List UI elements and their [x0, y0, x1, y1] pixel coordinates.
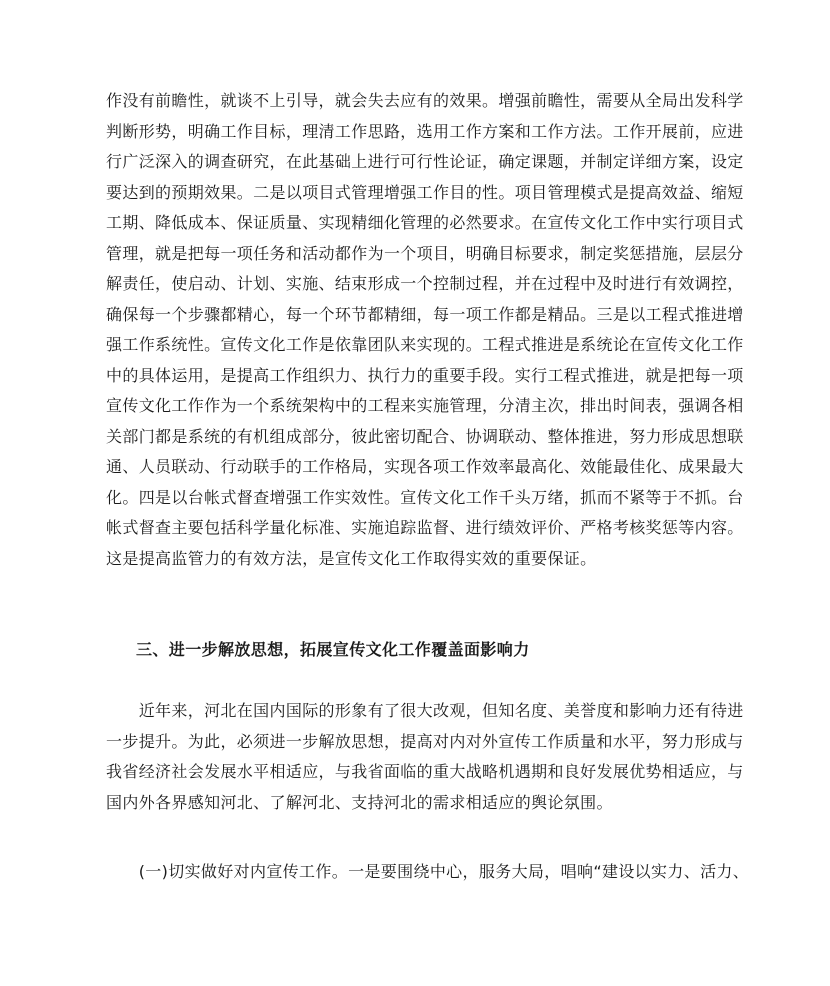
body-paragraph-1 [106, 86, 744, 574]
paragraph-line: 宣传文化工作作为一个系统架构中的工程来实施管理，分清主次，排出时间表，强调各相 [106, 396, 744, 415]
paragraph-line: 强工作系统性。宣传文化工作是依靠团队来实现的。工程式推进是系统论在宣传文化工作 [106, 335, 744, 354]
paragraph-line: 管理，就是把每一项任务和活动都作为一个项目，明确目标要求，制定奖惩措施，层层分 [106, 243, 744, 263]
paragraph-line: 我省经济社会发展水平相适应，与我省面临的重大战略机遇期和良好发展优势相适应，与 [106, 762, 744, 781]
paragraph-line: 一步提升。为此，必须进一步解放思想，提高对内对外宣传工作质量和水平，努力形成与 [106, 731, 744, 751]
paragraph-line: 通、人员联动、行动联手的工作格局，实现各项工作效率最高化、效能最佳化、成果最大 [106, 457, 744, 476]
paragraph-line: 近年来，河北在国内国际的形象有了很大改观，但知名度、美誉度和影响力还有待进 [106, 701, 744, 720]
paragraph-line: 作没有前瞻性，就谈不上引导，就会失去应有的效果。增强前瞻性，需要从全局出发科学 [106, 91, 744, 110]
paragraph-line: 关部门都是系统的有机组成部分，彼此密切配合、协调联动、整体推进，努力形成思想联 [106, 426, 744, 446]
paragraph-line: 判断形势，明确工作目标，理清工作思路，选用工作方案和工作方法。工作开展前，应进 [106, 121, 744, 141]
paragraph-line: 要达到的预期效果。二是以项目式管理增强工作目的性。项目管理模式是提高效益、缩短 [106, 182, 744, 202]
paragraph-line: 化。四是以台帐式督查增强工作实效性。宣传文化工作千头万绪，抓而不紧等于不抓。台 [106, 487, 744, 507]
paragraph-line: (一)切实做好对内宣传工作。一是要围绕中心，服务大局，唱响“建设以实力、活力、 [106, 862, 750, 881]
paragraph-line: 解责任，使启动、计划、实施、结束形成一个控制过程，并在过程中及时进行有效调控， [106, 274, 744, 293]
paragraph-line: 这是提高监管力的有效方法，是宣传文化工作取得实效的重要保证。 [106, 548, 597, 568]
paragraph-line: 行广泛深入的调查研究，在此基础上进行可行性论证，确定课题，并制定详细方案，设定 [106, 152, 744, 171]
body-paragraph-3 [106, 857, 750, 888]
paragraph-line: 中的具体运用，是提高工作组织力、执行力的重要手段。实行工程式推进，就是把每一项 [106, 365, 744, 385]
body-paragraph-2 [106, 696, 744, 818]
paragraph-line: 帐式督查主要包括科学量化标准、实施追踪监督、进行绩效评价、严格考核奖惩等内容。 [106, 518, 744, 537]
section-heading: 三、进一步解放思想，拓展宣传文化工作覆盖面影响力 [136, 640, 530, 659]
paragraph-line: 国内外各界感知河北、了解河北、支持河北的需求相适应的舆论氛围。 [106, 792, 613, 812]
paragraph-line: 确保每一个步骤都精心，每一个环节都精细，每一项工作都是精品。三是以工程式推进增 [106, 304, 744, 324]
paragraph-line: 工期、降低成本、保证质量、实现精细化管理的必然要求。在宣传文化工作中实行项目式 [106, 213, 744, 232]
